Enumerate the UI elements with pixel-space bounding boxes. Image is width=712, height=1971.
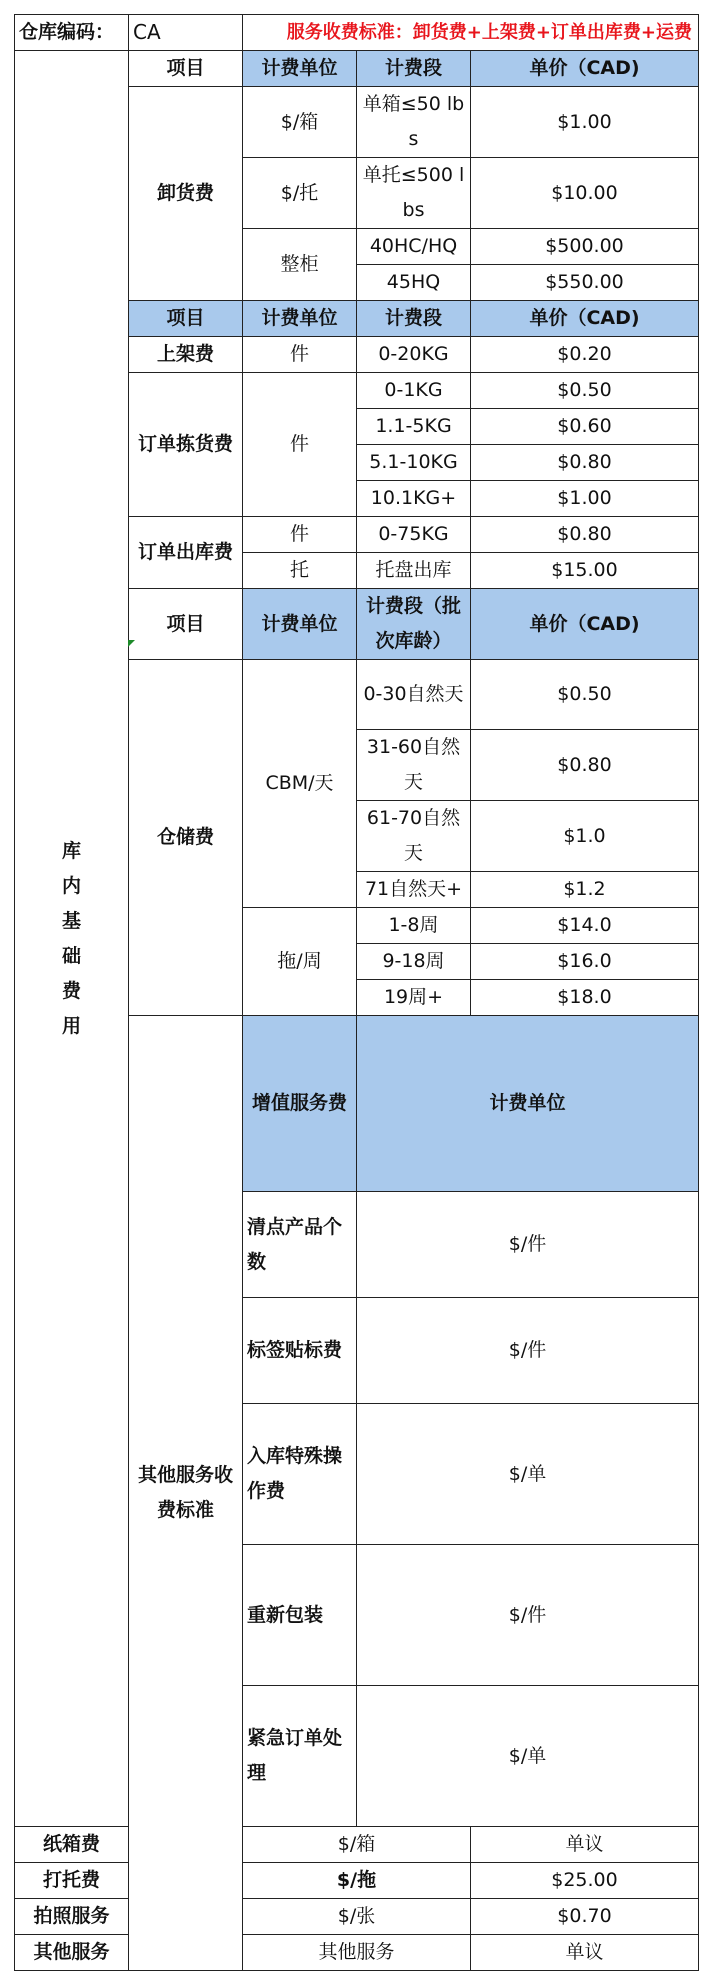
unloading-unit: 整柜 bbox=[243, 229, 357, 301]
picking-unit: 件 bbox=[243, 373, 357, 517]
vas-name: 纸箱费 bbox=[15, 1827, 129, 1863]
storage-price: $14.0 bbox=[471, 908, 699, 944]
header-segment: 计费段 bbox=[357, 51, 471, 87]
shelving-segment: 0-20KG bbox=[357, 337, 471, 373]
vas-unit: $/张 bbox=[243, 1899, 471, 1935]
storage-price: $1.2 bbox=[471, 872, 699, 908]
vas-name: 紧急订单处理 bbox=[243, 1686, 357, 1827]
storage-price: $1.0 bbox=[471, 801, 699, 872]
header-price: 单价（CAD) bbox=[471, 301, 699, 337]
outbound-price: $15.00 bbox=[471, 553, 699, 589]
header-item: 项目 bbox=[129, 589, 243, 660]
picking-price: $0.80 bbox=[471, 445, 699, 481]
vas-unit: $/件 bbox=[357, 1298, 699, 1404]
vas-price: 单议 bbox=[471, 1935, 699, 1971]
header-unit: 计费单位 bbox=[243, 301, 357, 337]
vas-name: 清点产品个数 bbox=[243, 1192, 357, 1298]
picking-price: $0.60 bbox=[471, 409, 699, 445]
vas-unit: $/拖 bbox=[243, 1863, 471, 1899]
outbound-unit: 托 bbox=[243, 553, 357, 589]
service-standard: 服务收费标准：卸货费+上架费+订单出库费+运费 bbox=[243, 15, 699, 51]
storage-segment: 0-30自然天 bbox=[357, 660, 471, 730]
unloading-price: $550.00 bbox=[471, 265, 699, 301]
outbound-segment: 0-75KG bbox=[357, 517, 471, 553]
storage-pallet-unit: 拖/周 bbox=[243, 908, 357, 1016]
header-price: 单价（CAD) bbox=[471, 51, 699, 87]
vas-unit: 其他服务 bbox=[243, 1935, 471, 1971]
storage-segment: 61-70自然天 bbox=[357, 801, 471, 872]
header-unit: 计费单位 bbox=[243, 51, 357, 87]
vas-price: $25.00 bbox=[471, 1863, 699, 1899]
storage-segment: 9-18周 bbox=[357, 944, 471, 980]
storage-price: $18.0 bbox=[471, 980, 699, 1016]
header-segment: 计费段 bbox=[357, 301, 471, 337]
storage-price: $0.50 bbox=[471, 660, 699, 730]
shelving-fee-name: 上架费 bbox=[129, 337, 243, 373]
unloading-price: $10.00 bbox=[471, 158, 699, 229]
outbound-unit: 件 bbox=[243, 517, 357, 553]
vas-price: 单议 bbox=[471, 1827, 699, 1863]
storage-price: $0.80 bbox=[471, 730, 699, 801]
storage-segment: 19周+ bbox=[357, 980, 471, 1016]
comment-marker-icon bbox=[128, 640, 135, 647]
header-item: 项目 bbox=[129, 301, 243, 337]
unloading-segment: 单托≤500 lbs bbox=[357, 158, 471, 229]
picking-price: $1.00 bbox=[471, 481, 699, 517]
outbound-price: $0.80 bbox=[471, 517, 699, 553]
fee-sheet bbox=[14, 14, 698, 1963]
picking-segment: 5.1-10KG bbox=[357, 445, 471, 481]
vas-name: 标签贴标费 bbox=[243, 1298, 357, 1404]
fee-table bbox=[14, 14, 699, 1971]
picking-segment: 0-1KG bbox=[357, 373, 471, 409]
unloading-segment: 单箱≤50 lbs bbox=[357, 87, 471, 158]
vas-name: 打托费 bbox=[15, 1863, 129, 1899]
vas-unit: $/单 bbox=[357, 1686, 699, 1827]
vas-unit: $/件 bbox=[357, 1192, 699, 1298]
warehouse-code-label: 仓库编码： bbox=[15, 15, 129, 51]
vas-name: 重新包装 bbox=[243, 1545, 357, 1686]
section-basic-fees-label: 库 内 基 础 费 用 bbox=[15, 51, 129, 1827]
vas-price: $0.70 bbox=[471, 1899, 699, 1935]
picking-fee-name: 订单拣货费 bbox=[129, 373, 243, 517]
section-other-services-label: 其他服务收费标准 bbox=[129, 1016, 243, 1971]
unloading-price: $1.00 bbox=[471, 87, 699, 158]
vas-header-item: 增值服务费 bbox=[243, 1016, 357, 1192]
header-item: 项目 bbox=[129, 51, 243, 87]
warehouse-code: CA bbox=[129, 15, 243, 51]
shelving-unit: 件 bbox=[243, 337, 357, 373]
storage-cbm-unit: CBM/天 bbox=[243, 660, 357, 908]
vas-unit: $/件 bbox=[357, 1545, 699, 1686]
unloading-segment: 40HC/HQ bbox=[357, 229, 471, 265]
vas-unit: $/单 bbox=[357, 1404, 699, 1545]
unloading-segment: 45HQ bbox=[357, 265, 471, 301]
picking-price: $0.50 bbox=[471, 373, 699, 409]
vas-name: 入库特殊操作费 bbox=[243, 1404, 357, 1545]
outbound-segment: 托盘出库 bbox=[357, 553, 471, 589]
storage-fee-name: 仓储费 bbox=[129, 660, 243, 1016]
vas-header-unit: 计费单位 bbox=[357, 1016, 699, 1192]
header-price: 单价（CAD) bbox=[471, 589, 699, 660]
picking-segment: 10.1KG+ bbox=[357, 481, 471, 517]
storage-segment: 31-60自然天 bbox=[357, 730, 471, 801]
unloading-unit: $/箱 bbox=[243, 87, 357, 158]
header-segment: 计费段（批次库龄） bbox=[357, 589, 471, 660]
storage-price: $16.0 bbox=[471, 944, 699, 980]
unloading-price: $500.00 bbox=[471, 229, 699, 265]
vas-unit: $/箱 bbox=[243, 1827, 471, 1863]
vas-name: 其他服务 bbox=[15, 1935, 129, 1971]
shelving-price: $0.20 bbox=[471, 337, 699, 373]
storage-segment: 1-8周 bbox=[357, 908, 471, 944]
unloading-fee-name: 卸货费 bbox=[129, 87, 243, 301]
vas-name: 拍照服务 bbox=[15, 1899, 129, 1935]
picking-segment: 1.1-5KG bbox=[357, 409, 471, 445]
header-unit: 计费单位 bbox=[243, 589, 357, 660]
storage-segment: 71自然天+ bbox=[357, 872, 471, 908]
outbound-fee-name: 订单出库费 bbox=[129, 517, 243, 589]
unloading-unit: $/托 bbox=[243, 158, 357, 229]
